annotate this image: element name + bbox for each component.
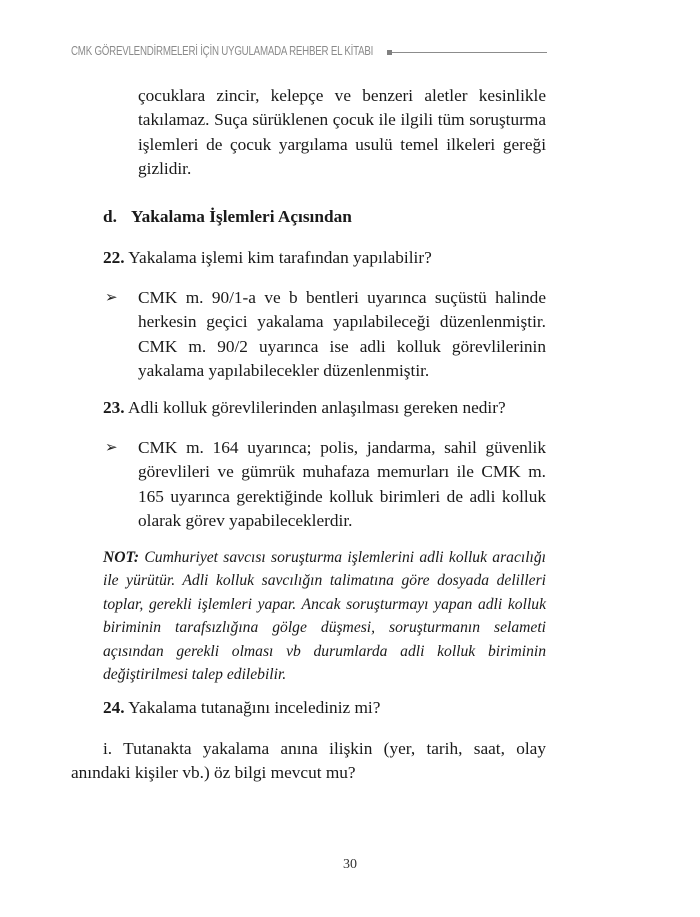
- question-number: 24.: [103, 698, 125, 717]
- question-24: [103, 696, 380, 720]
- question-number: 23.: [103, 398, 125, 417]
- section-heading: [103, 205, 352, 229]
- running-title: CMK GÖREVLENDİRMELERİ İÇİN UYGULAMADA REHBER EL KİTABI: [71, 44, 374, 58]
- question-text: Adli kolluk görevlilerinden anlaşılması gereken nedir?: [127, 398, 506, 417]
- answer-text: CMK m. 164 uyarınca; polis, jandarma, sahil güvenlik görevlileri ve gümrük muhafaza memurları ile CMK m. 165 uyarınca gerektiğinde kolluk birimleri de adli kolluk olarak görev yapabileceklerdir.: [138, 438, 546, 531]
- page-number: 30: [343, 857, 357, 872]
- note-paragraph: [103, 546, 546, 686]
- question-text: Yakalama işlemi kim tarafından yapılabilir?: [128, 248, 432, 267]
- header-rule: [392, 52, 547, 53]
- running-header: [71, 44, 551, 62]
- sub-item-i: i. Tutanakta yakalama anına ilişkin (yer, tarih, saat, olay anındaki kişiler vb.) öz bilgi mevcut mu?: [71, 739, 546, 783]
- arrow-bullet-icon: ➢: [105, 440, 118, 456]
- arrow-bullet-icon: ➢: [105, 290, 118, 306]
- section-title: Yakalama İşlemleri Açısından: [131, 207, 352, 226]
- answer-23: [103, 436, 546, 534]
- question-23: [103, 396, 506, 420]
- answer-22: [103, 286, 546, 384]
- question-22: [103, 246, 432, 270]
- note-label: NOT:: [103, 549, 140, 566]
- answer-text: CMK m. 90/1-a ve b bentleri uyarınca suçüstü halinde herkesin geçici yakalama yapılabileceği düzenlenmiştir. CMK m. 90/2 uyarınca ise adli kolluk görevlilerinin yakalama yapılabilecekler düzenlenmiştir.: [138, 288, 546, 381]
- note-text: Cumhuriyet savcısı soruşturma işlemlerini adli kolluk aracılığı ile yürütür. Adli kolluk savcılığın talimatına göre dosyada delilleri toplar, gerekli işlemleri yapar. Ancak soruşturmayı yapan adli kolluk biriminin tarafsızlığına gölge düşmesi, soruşturmanın selameti açısından gerekli olması vb durumlarda adli kolluk biriminin değiştirilmesi talep edilebilir.: [103, 549, 546, 684]
- section-letter: d.: [103, 207, 117, 226]
- intro-paragraph: çocuklara zincir, kelepçe ve benzeri aletler kesinlikle takılamaz. Suça sürüklenen çocuk ile ilgili tüm soruşturma işlemleri de çocuk yargılama usulü temel ilkeleri gereği gizlidir.: [138, 86, 546, 179]
- question-number: 22.: [103, 248, 125, 267]
- question-text: Yakalama tutanağını incelediniz mi?: [128, 698, 381, 717]
